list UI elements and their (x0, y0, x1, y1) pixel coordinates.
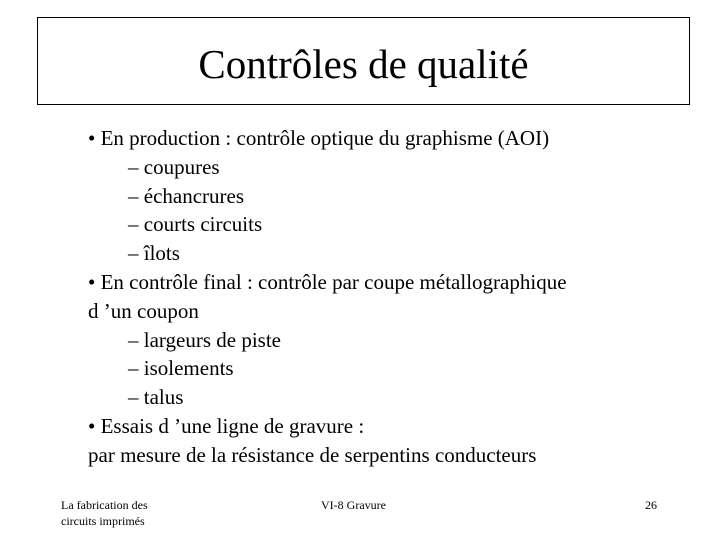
sub-item-talus: – talus (128, 385, 184, 410)
sub-item-isolements: – isolements (128, 356, 234, 381)
bullet-essais-continued: par mesure de la résistance de serpentins conducteurs (88, 442, 537, 467)
footer-left-line1: La fabrication des (61, 498, 148, 512)
sub-item-coupures: – coupures (128, 154, 220, 179)
bullet-controle-final: • En contrôle final : contrôle par coupe métallographique (88, 269, 567, 294)
title-box (37, 17, 690, 105)
sub-item-ilots: – îlots (128, 241, 180, 266)
bullet-production: • En production : contrôle optique du graphisme (AOI) (88, 126, 550, 150)
footer-course-title (61, 497, 148, 529)
bullet-controle-final-continued: d ’un coupon (88, 298, 199, 323)
footer-left-line2: circuits imprimés (61, 514, 145, 528)
sub-item-echancrures: – échancrures (128, 183, 245, 208)
sub-item-largeurs: – largeurs de piste (128, 327, 281, 352)
sub-item-courts-circuits: – courts circuits (128, 212, 263, 237)
footer-page-number: 26 (645, 498, 657, 512)
slide-body (88, 124, 567, 470)
bullet-essais: • Essais d ’une ligne de gravure : (88, 413, 365, 438)
footer-chapter: VI-8 Gravure (321, 498, 386, 512)
slide-title: Contrôles de qualité (198, 40, 529, 87)
